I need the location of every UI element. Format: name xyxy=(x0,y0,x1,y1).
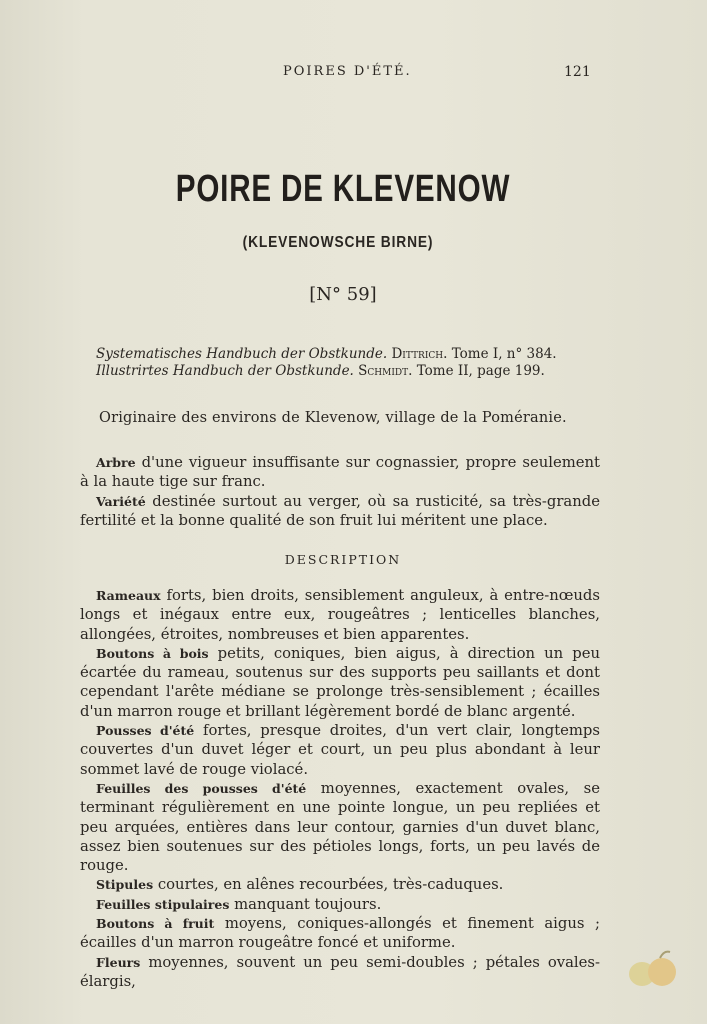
reference-line xyxy=(96,346,556,363)
paragraph-lead: Feuilles stipulaires xyxy=(96,896,230,912)
description-item xyxy=(80,895,600,914)
page-title: POIRE DE KLEVENOW xyxy=(175,168,511,210)
paragraph-text: forts, bien droits, sensiblement anguleux, à entre-nœuds longs et inégaux entre eux, rougeâtres ; lenticelles blanches, allongées, étroites, nombreuses et bien apparentes. xyxy=(80,587,600,643)
fruit-icon xyxy=(620,940,684,992)
paragraph-text: manquant toujours. xyxy=(234,895,382,913)
paragraph-text: courtes, en alênes recourbées, très-caduques. xyxy=(157,876,504,894)
section-title: DESCRIPTION xyxy=(284,552,402,567)
description-item xyxy=(80,644,600,721)
paragraph-text: moyennes, souvent un peu semi-doubles ; pétales ovales-élargis, xyxy=(80,953,600,990)
reference-author: Dittrich. xyxy=(391,346,448,362)
description xyxy=(80,586,600,991)
page-subtitle: (KLEVENOWSCHE BIRNE) xyxy=(242,234,434,251)
references xyxy=(96,346,556,380)
paragraph-text: destinée surtout au verger, où sa rusticité, sa très-grande fertilité et la bonne qualité de son fruit lui méritent une place. xyxy=(80,492,600,529)
paragraph-lead: Arbre xyxy=(96,455,136,470)
reference-author: Schmidt. xyxy=(358,363,413,379)
origin-line: Originaire des environs de Klevenow, village de la Poméranie. xyxy=(99,410,567,426)
paragraph-lead: Boutons à fruit xyxy=(96,916,215,932)
description-item xyxy=(80,586,600,644)
description-item xyxy=(80,914,600,953)
paragraph-text: petits, coniques, bien aigus, à direction un peu écartée du rameau, soutenus sur des supports peu saillants et dont cependant l'arête médiane se prolonge très-sensiblement ; écailles d'un marron rouge et brillant légèrement bordé de blanc argenté. xyxy=(80,644,600,720)
paragraph-lead: Feuilles des pousses d'été xyxy=(96,780,307,796)
intro-arbre xyxy=(80,453,600,492)
description-item xyxy=(80,953,600,992)
entry-number: [N° 59] xyxy=(309,284,377,305)
reference-work: Illustrirtes Handbuch der Obstkunde. xyxy=(96,363,354,379)
paragraph-lead: Variété xyxy=(96,493,146,509)
paragraph-lead: Stipules xyxy=(96,877,154,893)
reference-work: Systematisches Handbuch der Obstkunde. xyxy=(96,346,388,362)
reference-line xyxy=(96,363,556,380)
paragraph-lead: Boutons à bois xyxy=(96,645,209,661)
intro-variete xyxy=(80,492,600,531)
reference-detail: Tome I, n° 384. xyxy=(451,346,557,362)
paragraph-lead: Rameaux xyxy=(96,588,161,603)
paragraph-text: moyens, coniques-allongés et finement aigus ; écailles d'un marron rougeâtre foncé et uniforme. xyxy=(80,915,601,952)
intro-paragraph xyxy=(80,453,600,530)
paragraph-text: d'une vigueur insuffisante sur cognassier, propre seulement à la haute tige sur franc. xyxy=(80,454,600,491)
paragraph-text: fortes, presque droites, d'un vert clair, longtemps couvertes d'un duvet léger et court, un peu plus abondant à leur sommet lavé de rouge violacé. xyxy=(80,722,600,778)
page-number: 121 xyxy=(564,64,591,80)
stem-shape xyxy=(660,952,670,958)
description-item xyxy=(80,779,600,875)
reference-detail: Tome II, page 199. xyxy=(416,363,545,379)
apple-shape xyxy=(648,958,676,986)
paragraph-lead: Pousses d'été xyxy=(96,723,195,739)
paragraph-text: moyennes, exactement ovales, se terminant régulièrement en une pointe longue, un peu repliées et peu arquées, entières dans leur contour, garnies d'un duvet blanc, assez bien soutenues sur des pétioles longs, forts, un peu lavés de rouge. xyxy=(80,779,600,875)
paragraph-lead: Fleurs xyxy=(96,954,141,970)
description-item xyxy=(80,721,600,779)
description-item xyxy=(80,875,600,894)
running-title: POIRES D'ÉTÉ. xyxy=(283,64,412,79)
